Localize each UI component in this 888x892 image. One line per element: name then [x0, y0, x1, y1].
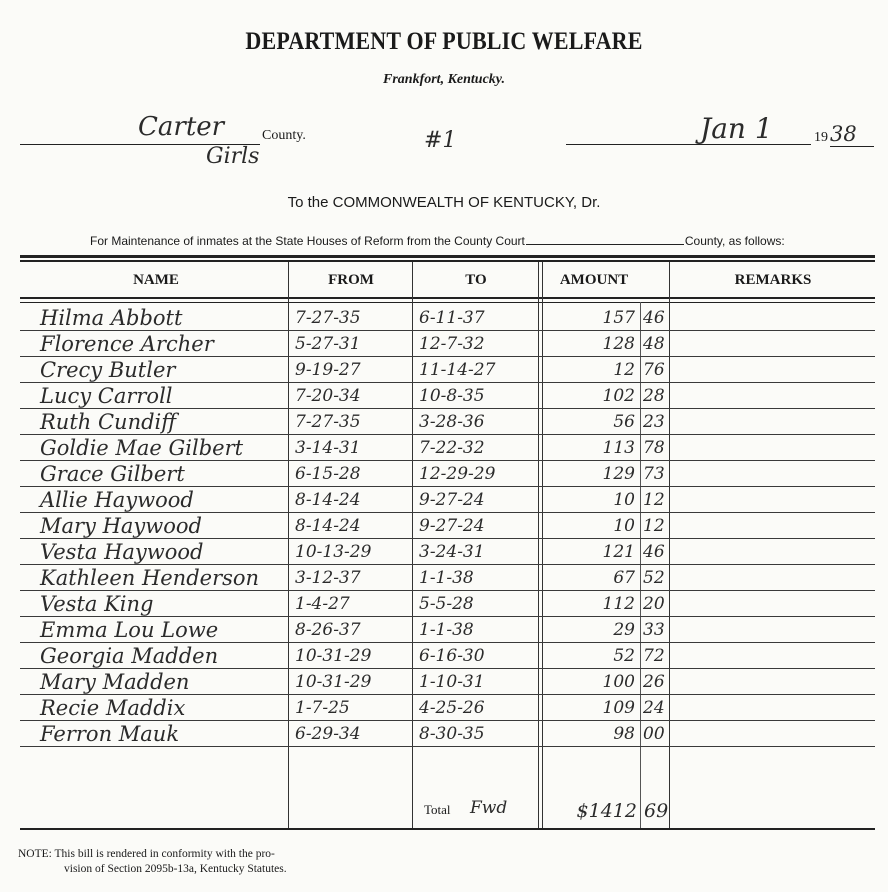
row-amount-dollars: 29 [613, 620, 635, 640]
header-rule-2 [20, 302, 875, 303]
row-to-date: 1-10-31 [419, 672, 485, 692]
row-rule [20, 486, 875, 487]
row-to-date: 8-30-35 [419, 724, 485, 744]
county-value: Carter [138, 112, 225, 142]
row-from-date: 5-27-31 [295, 334, 361, 354]
total-annotation: Fwd [470, 798, 508, 818]
row-amount-cents: 73 [643, 464, 665, 484]
row-to-date: 9-27-24 [419, 490, 485, 510]
header-amount: AMOUNT [559, 272, 629, 288]
row-name: Grace Gilbert [40, 462, 185, 486]
row-rule [20, 382, 875, 383]
row-amount-dollars: 157 [602, 308, 635, 328]
row-to-date: 1-1-38 [419, 568, 474, 588]
row-from-date: 10-31-29 [295, 646, 372, 666]
row-name: Crecy Butler [40, 358, 176, 382]
addressee-line: To the COMMONWEALTH OF KENTUCKY, Dr. [287, 194, 601, 211]
row-rule [20, 642, 875, 643]
row-amount-cents: 20 [643, 594, 665, 614]
row-name: Kathleen Henderson [40, 566, 260, 590]
row-amount-dollars: 128 [602, 334, 635, 354]
header-to: TO [465, 272, 487, 288]
row-amount-cents: 46 [643, 542, 665, 562]
row-amount-cents: 00 [643, 724, 665, 744]
row-amount-cents: 12 [643, 516, 665, 536]
row-to-date: 5-5-28 [419, 594, 474, 614]
row-amount-cents: 76 [643, 360, 665, 380]
footnote-line-1: NOTE: This bill is rendered in conformity with the pro- [18, 848, 275, 860]
date-value: Jan 1 [700, 112, 773, 145]
row-to-date: 10-8-35 [419, 386, 485, 406]
total-label: Total [424, 802, 451, 817]
column-divider-from [288, 262, 289, 828]
row-from-date: 3-14-31 [295, 438, 361, 458]
row-rule [20, 746, 875, 747]
row-rule [20, 720, 875, 721]
row-amount-cents: 12 [643, 490, 665, 510]
county-label: County. [262, 128, 306, 143]
row-name: Georgia Madden [40, 644, 219, 668]
row-from-date: 1-4-27 [295, 594, 350, 614]
column-divider-to [412, 262, 413, 828]
row-name: Emma Lou Lowe [40, 618, 219, 642]
row-to-date: 1-1-38 [419, 620, 474, 640]
row-amount-cents: 78 [643, 438, 665, 458]
row-amount-cents: 33 [643, 620, 665, 640]
row-to-date: 3-28-36 [419, 412, 485, 432]
maintenance-suffix: County, as follows: [684, 234, 785, 248]
footnote [18, 847, 287, 877]
row-name: Lucy Carroll [40, 384, 173, 408]
header-from: FROM [328, 272, 374, 288]
row-rule [20, 512, 875, 513]
document-title: DEPARTMENT OF PUBLIC WELFARE [245, 28, 643, 55]
row-amount-cents: 23 [643, 412, 665, 432]
row-name: Florence Archer [40, 332, 214, 356]
row-name: Vesta Haywood [40, 540, 204, 564]
header-rule [20, 297, 875, 299]
row-from-date: 9-19-27 [295, 360, 361, 380]
header-remarks: REMARKS [734, 272, 812, 288]
row-name: Recie Maddix [40, 696, 186, 720]
row-amount-cents: 52 [643, 568, 665, 588]
total-cents: 69 [644, 800, 669, 822]
row-rule [20, 590, 875, 591]
row-rule [20, 668, 875, 669]
row-name: Goldie Mae Gilbert [40, 436, 244, 460]
row-amount-dollars: 102 [602, 386, 635, 406]
row-from-date: 6-29-34 [295, 724, 361, 744]
row-amount-cents: 26 [643, 672, 665, 692]
row-rule [20, 330, 875, 331]
row-name: Mary Madden [40, 670, 190, 694]
row-to-date: 7-22-32 [419, 438, 485, 458]
year-suffix: 38 [830, 122, 874, 147]
row-amount-cents: 48 [643, 334, 665, 354]
row-amount-cents: 28 [643, 386, 665, 406]
total-dollars: $1412 [576, 800, 637, 822]
year-prefix: 19 [814, 130, 828, 145]
row-name: Ferron Mauk [40, 722, 180, 746]
row-from-date: 8-14-24 [295, 490, 361, 510]
row-amount-dollars: 129 [602, 464, 635, 484]
row-to-date: 6-11-37 [419, 308, 485, 328]
maintenance-prefix: For Maintenance of inmates at the State Houses of Reform from the County Court [90, 234, 525, 248]
row-amount-cents: 72 [643, 646, 665, 666]
row-name: Vesta King [40, 592, 154, 616]
row-amount-dollars: 112 [602, 594, 635, 614]
row-amount-dollars: 12 [613, 360, 635, 380]
row-rule [20, 694, 875, 695]
row-amount-dollars: 121 [602, 542, 635, 562]
row-from-date: 10-31-29 [295, 672, 372, 692]
row-rule [20, 408, 875, 409]
row-to-date: 4-25-26 [419, 698, 485, 718]
row-from-date: 1-7-25 [295, 698, 350, 718]
row-from-date: 8-26-37 [295, 620, 361, 640]
row-to-date: 11-14-27 [419, 360, 496, 380]
table-top-rule [20, 255, 875, 258]
form-number: #1 [424, 128, 457, 153]
row-from-date: 10-13-29 [295, 542, 372, 562]
row-to-date: 3-24-31 [419, 542, 485, 562]
row-amount-cents: 46 [643, 308, 665, 328]
row-rule [20, 564, 875, 565]
row-to-date: 12-29-29 [419, 464, 496, 484]
row-amount-cents: 24 [643, 698, 665, 718]
date-blank [566, 140, 811, 145]
row-from-date: 7-20-34 [295, 386, 361, 406]
footnote-line-2: vision of Section 2095b-13a, Kentucky Statutes. [64, 863, 287, 875]
row-to-date: 9-27-24 [419, 516, 485, 536]
row-name: Ruth Cundiff [40, 410, 177, 434]
row-amount-dollars: 52 [613, 646, 635, 666]
row-amount-dollars: 100 [602, 672, 635, 692]
table-top-rule-2 [20, 260, 875, 262]
row-to-date: 12-7-32 [419, 334, 485, 354]
document-subtitle: Frankfort, Kentucky. [383, 72, 505, 87]
row-from-date: 8-14-24 [295, 516, 361, 536]
row-name: Mary Haywood [40, 514, 203, 538]
row-name: Hilma Abbott [40, 306, 183, 330]
row-amount-dollars: 10 [613, 490, 635, 510]
maintenance-line [90, 234, 785, 248]
header-name: NAME [133, 272, 179, 288]
row-from-date: 7-27-35 [295, 308, 361, 328]
row-amount-dollars: 113 [602, 438, 635, 458]
row-name: Allie Haywood [40, 488, 194, 512]
row-to-date: 6-16-30 [419, 646, 485, 666]
row-amount-dollars: 109 [602, 698, 635, 718]
row-amount-dollars: 56 [613, 412, 635, 432]
row-amount-dollars: 98 [613, 724, 635, 744]
row-amount-dollars: 67 [613, 568, 635, 588]
row-rule [20, 616, 875, 617]
county-note: Girls [206, 144, 260, 169]
table-bottom-rule [20, 828, 875, 830]
row-from-date: 7-27-35 [295, 412, 361, 432]
row-rule [20, 356, 875, 357]
row-from-date: 3-12-37 [295, 568, 361, 588]
row-from-date: 6-15-28 [295, 464, 361, 484]
row-amount-dollars: 10 [613, 516, 635, 536]
row-rule [20, 538, 875, 539]
county-court-blank [526, 244, 684, 245]
row-rule [20, 460, 875, 461]
row-rule [20, 434, 875, 435]
